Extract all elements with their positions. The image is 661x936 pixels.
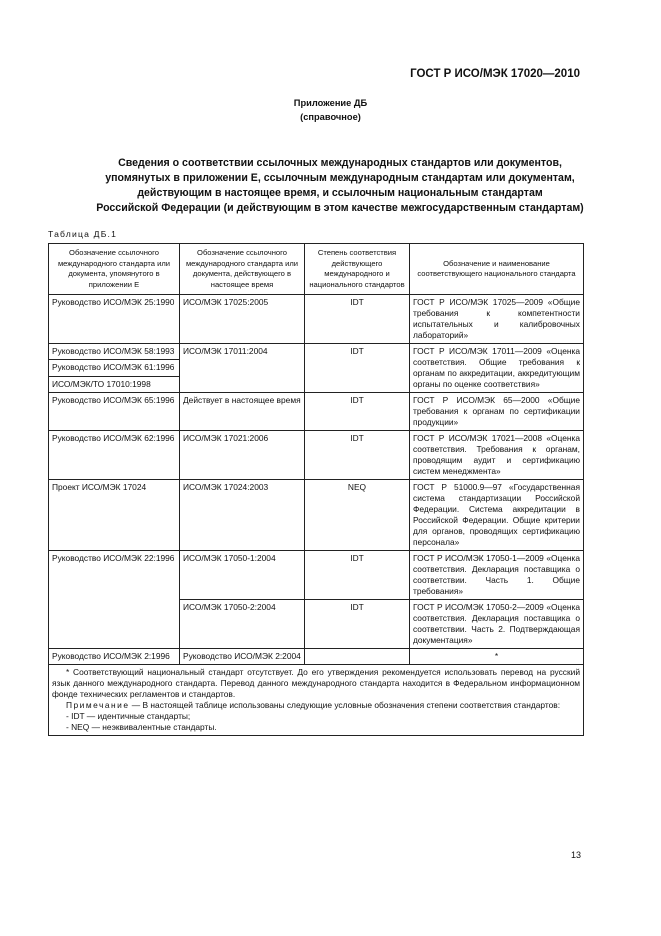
- degree-cell: NEQ: [305, 480, 410, 551]
- table-row: [49, 480, 584, 551]
- standards-table: [48, 243, 584, 736]
- table-row: [49, 431, 584, 480]
- remark-text: — В настоящей таблице использованы следующие условные обозначения степени соответствия стандартов:: [129, 700, 561, 710]
- title-line: действующим в настоящее время, и ссылочным национальным стандартам: [137, 187, 543, 199]
- table-notes-row: [49, 665, 584, 736]
- footnote: * Соответствующий национальный стандарт отсутствует. До его утверждения рекомендуется использовать перевод на русский язык данного международного стандарта. Перевод данного международного стандарта находится в Федеральном информационном фонде технических регламентов и стандартов.: [52, 667, 580, 699]
- annex-heading: [0, 96, 661, 124]
- ref-cell: Руководство ИСО/МЭК 25:1990: [49, 295, 180, 344]
- legend-neq: - NEQ — неэквивалентные стандарты.: [66, 722, 217, 732]
- legend-idt: - IDT — идентичные стандарты;: [66, 711, 191, 721]
- table-row: [49, 649, 584, 665]
- table-row: [49, 551, 584, 600]
- title-line: Сведения о соответствии ссылочных международных стандартов или документов,: [118, 157, 562, 169]
- current-cell: Руководство ИСО/МЭК 2:2004: [180, 649, 305, 665]
- title-line: Российской Федерации (и действующим в этом качестве межгосударственным стандартам): [96, 202, 584, 214]
- remark-label: Примечание: [66, 700, 130, 710]
- current-cell: ИСО/МЭК 17050-1:2004: [180, 551, 305, 600]
- degree-cell: IDT: [305, 344, 410, 393]
- degree-cell: IDT: [305, 295, 410, 344]
- current-cell: ИСО/МЭК 17021:2006: [180, 431, 305, 480]
- national-cell: ГОСТ Р ИСО/МЭК 17050-2—2009 «Оценка соответствия. Декларация поставщика о соответствии. Часть 2. Подтверждающая документация»: [410, 600, 584, 649]
- current-cell: ИСО/МЭК 17011:2004: [180, 344, 305, 393]
- table-row: [49, 393, 584, 431]
- current-cell: Действует в настоящее время: [180, 393, 305, 431]
- table-row: [49, 295, 584, 344]
- current-cell: ИСО/МЭК 17024:2003: [180, 480, 305, 551]
- degree-cell: IDT: [305, 551, 410, 600]
- notes-cell: [49, 665, 584, 736]
- table-header-row: [49, 244, 584, 295]
- ref-cell: Руководство ИСО/МЭК 61:1996: [49, 360, 180, 376]
- ref-cell: Руководство ИСО/МЭК 62:1996: [49, 431, 180, 480]
- degree-cell: IDT: [305, 600, 410, 649]
- document-title: [60, 156, 620, 216]
- national-cell: ГОСТ Р ИСО/МЭК 17021—2008 «Оценка соответствия. Требования к органам, проводящим аудит и сертификацию систем менеджмента»: [410, 431, 584, 480]
- header-cell: Степень соответствия действующего международного и национального стандартов: [305, 244, 410, 295]
- header-cell: Обозначение ссылочного международного стандарта или документа, упомянутого в приложении Е: [49, 244, 180, 295]
- national-cell: *: [410, 649, 584, 665]
- national-cell: ГОСТ Р ИСО/МЭК 17025—2009 «Общие требования к компетентности испытательных и калибровочных лабораторий»: [410, 295, 584, 344]
- title-line: упомянутых в приложении Е, ссылочным международным стандартам или документам,: [105, 172, 575, 184]
- ref-cell: Проект ИСО/МЭК 17024: [49, 480, 180, 551]
- degree-cell: IDT: [305, 431, 410, 480]
- ref-cell: Руководство ИСО/МЭК 22:1996: [49, 551, 180, 649]
- current-cell: ИСО/МЭК 17025:2005: [180, 295, 305, 344]
- national-cell: ГОСТ Р 51000.9—97 «Государственная система стандартизации Российской Федерации. Система аккредитации в Российской Федерации. Общие критерии для органов, проводящих сертификацию персонала»: [410, 480, 584, 551]
- national-cell: ГОСТ Р ИСО/МЭК 65—2000 «Общие требования к органам по сертификации продукции»: [410, 393, 584, 431]
- header-cell: Обозначение ссылочного международного стандарта или документа, действующего в настоящее время: [180, 244, 305, 295]
- degree-cell: IDT: [305, 393, 410, 431]
- ref-cell: Руководство ИСО/МЭК 58:1993: [49, 344, 180, 360]
- ref-cell: ИСО/МЭК/ТО 17010:1998: [49, 376, 180, 392]
- remark: [52, 700, 580, 711]
- table-row: [49, 344, 584, 360]
- national-cell: ГОСТ Р ИСО/МЭК 17011—2009 «Оценка соответствия. Общие требования к органам по аккредитации, аккредитующим органы по оценке соответствия»: [410, 344, 584, 393]
- degree-cell: [305, 649, 410, 665]
- annex-subtitle: (справочное): [300, 112, 361, 122]
- document-header: ГОСТ Р ИСО/МЭК 17020—2010: [410, 68, 580, 80]
- annex-title: Приложение ДБ: [293, 98, 368, 108]
- current-cell: ИСО/МЭК 17050-2:2004: [180, 600, 305, 649]
- national-cell: ГОСТ Р ИСО/МЭК 17050-1—2009 «Оценка соответствия. Декларация поставщика о соответствии. Часть 1. Общие требования»: [410, 551, 584, 600]
- page-number: 13: [570, 850, 581, 860]
- ref-cell: Руководство ИСО/МЭК 2:1996: [49, 649, 180, 665]
- ref-cell: Руководство ИСО/МЭК 65:1996: [49, 393, 180, 431]
- header-cell: Обозначение и наименование соответствующего национального стандарта: [410, 244, 584, 295]
- table-caption: Таблица ДБ.1: [48, 229, 118, 239]
